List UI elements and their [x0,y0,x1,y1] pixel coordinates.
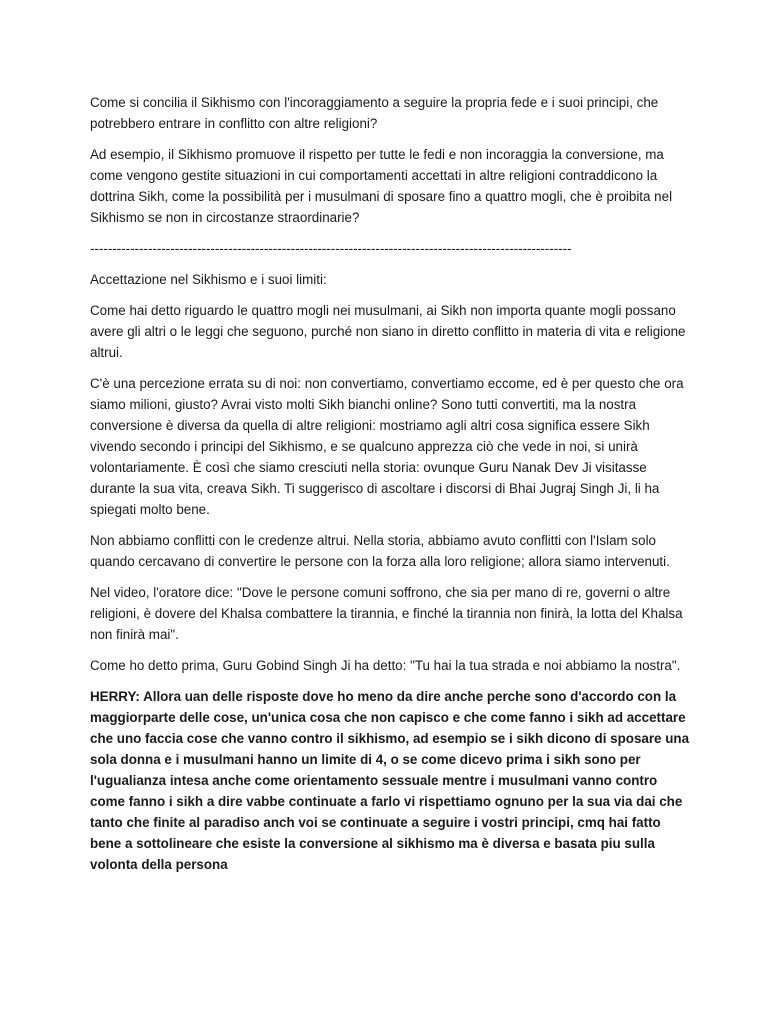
four-wives-paragraph: Come hai detto riguardo le quattro mogli nei musulmani, ai Sikh non importa quante mogli possano avere gli altri o le leggi che seguono, purché non siano in diretto conflitto in materia di vita e religione altrui. [90,303,686,360]
herry-reply-paragraph: HERRY: Allora uan delle risposte dove ho meno da dire anche perche sono d'accordo con la maggiorparte delle cose, un'unica cosa che non capisco e che come fanno i sikh ad accettare che uno faccia cose che vanno contro il sikhismo, ad esempio se i sikh dicono di sposare una sola donna e i musulmani hanno un limite di 4, o se come dicevo prima i sikh sono per l'ugualianza intesa anche come orientamento sessuale mentre i musulmani vanno contro come fanno i sikh a dire vabbe continuate a farlo vi rispettiamo ognuno per la sua via dai che tanto che finite al paradiso anch voi se continuate a seguire i vostri principi, cmq hai fatto bene a sottolineare che esiste la conversione al sikhismo ma è diversa e basata piu sulla volonta della persona [90,689,690,872]
conflicts-paragraph: Non abbiamo conflitti con le credenze altrui. Nella storia, abbiamo avuto conflitti con l'Islam solo quando cercavano di convertire le persone con la forza alla loro religione; allora siamo intervenuti. [90,533,670,569]
example-paragraph: Ad esempio, il Sikhismo promuove il rispetto per tutte le fedi e non incoraggia la conversione, ma come vengono gestite situazioni in cui comportamenti accettati in altre religioni contraddicono la dottrina Sikh, come la possibilità per i musulmani di sposare fino a quattro mogli, che è proibita nel Sikhismo se non in circostanze straordinarie? [90,147,673,225]
question-paragraph: Come si concilia il Sikhismo con l'incoraggiamento a seguire la propria fede e i suoi principi, che potrebbero entrare in conflitto con altre religioni? [90,95,659,131]
document-page [90,92,690,885]
conversion-paragraph: C'è una percezione errata su di noi: non convertiamo, convertiamo eccome, ed è per questo che ora siamo milioni, giusto? Avrai visto molti Sikh bianchi online? Sono tutti convertiti, ma la nostra conversione è diversa da quella di altre religioni: mostriamo agli altri cosa significa essere Sikh vivendo secondo i principi del Sikhismo, e se qualcuno apprezza ciò che vede in noi, si unirà volontariamente. È così che siamo cresciuti nella storia: ovunque Guru Nanak Dev Ji visitasse durante la sua vita, creava Sikh. Ti suggerisco di ascoltare i discorsi di Bhai Jugraj Singh Ji, li ha spiegati molto bene. [90,376,684,517]
guru-quote-paragraph: Come ho detto prima, Guru Gobind Singh Ji ha detto: "Tu hai la tua strada e noi abbiamo la nostra". [90,658,681,673]
video-quote-paragraph: Nel video, l'oratore dice: "Dove le persone comuni soffrono, che sia per mano di re, governi o altre religioni, è dovere del Khalsa combattere la tirannia, e finché la tirannia non finirà, la lotta del Khalsa non finirà mai". [90,585,683,642]
separator-line: ------------------------------------------------------------------------------------------------------------ [90,241,572,256]
section-heading: Accettazione nel Sikhismo e i suoi limiti: [90,272,327,287]
